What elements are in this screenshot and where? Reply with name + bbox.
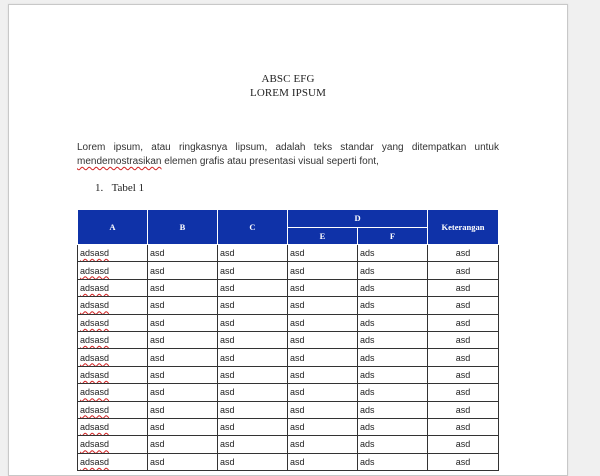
header-keterangan: Keterangan bbox=[428, 210, 499, 245]
cell-c[interactable]: asd bbox=[218, 279, 288, 296]
cell-b[interactable]: asd bbox=[148, 418, 218, 435]
cell-keterangan[interactable]: asd bbox=[428, 453, 499, 470]
table-row bbox=[78, 314, 499, 331]
cell-keterangan[interactable]: asd bbox=[428, 279, 499, 296]
cell-a[interactable]: adsasd bbox=[78, 245, 148, 262]
cell-c[interactable]: asd bbox=[218, 418, 288, 435]
cell-f[interactable]: ads bbox=[358, 366, 428, 383]
table-row bbox=[78, 279, 499, 296]
misspelled-word: mendemostrasikan bbox=[77, 156, 162, 167]
cell-f[interactable]: ads bbox=[358, 245, 428, 262]
cell-f[interactable]: ads bbox=[358, 314, 428, 331]
cell-a[interactable]: adsasd bbox=[78, 331, 148, 348]
cell-keterangan[interactable]: asd bbox=[428, 297, 499, 314]
cell-f[interactable]: ads bbox=[358, 331, 428, 348]
cell-keterangan[interactable]: asd bbox=[428, 331, 499, 348]
cell-a[interactable]: adsasd bbox=[78, 384, 148, 401]
data-table bbox=[77, 209, 499, 471]
header-a: A bbox=[78, 210, 148, 245]
paragraph-line-1: Lorem ipsum, atau ringkasnya lipsum, adalah teks standar yang ditempatkan untuk bbox=[77, 142, 499, 153]
cell-keterangan[interactable]: asd bbox=[428, 366, 499, 383]
cell-e[interactable]: asd bbox=[288, 418, 358, 435]
paragraph-line-2 bbox=[77, 155, 499, 169]
header-d: D bbox=[288, 210, 428, 228]
cell-f[interactable]: ads bbox=[358, 436, 428, 453]
cell-a[interactable]: adsasd bbox=[78, 314, 148, 331]
table-row bbox=[78, 366, 499, 383]
cell-c[interactable]: asd bbox=[218, 349, 288, 366]
cell-keterangan[interactable]: asd bbox=[428, 262, 499, 279]
cell-b[interactable]: asd bbox=[148, 314, 218, 331]
table-row bbox=[78, 436, 499, 453]
cell-f[interactable]: ads bbox=[358, 262, 428, 279]
cell-c[interactable]: asd bbox=[218, 297, 288, 314]
numbered-list-item bbox=[95, 182, 144, 194]
header-f: F bbox=[358, 227, 428, 245]
table-row bbox=[78, 297, 499, 314]
cell-e[interactable]: asd bbox=[288, 297, 358, 314]
cell-e[interactable]: asd bbox=[288, 279, 358, 296]
header-b: B bbox=[148, 210, 218, 245]
cell-f[interactable]: ads bbox=[358, 418, 428, 435]
cell-e[interactable]: asd bbox=[288, 314, 358, 331]
cell-f[interactable]: ads bbox=[358, 453, 428, 470]
cell-f[interactable]: ads bbox=[358, 297, 428, 314]
cell-keterangan[interactable]: asd bbox=[428, 245, 499, 262]
cell-b[interactable]: asd bbox=[148, 366, 218, 383]
cell-keterangan[interactable]: asd bbox=[428, 384, 499, 401]
document-page[interactable] bbox=[8, 4, 568, 476]
cell-e[interactable]: asd bbox=[288, 245, 358, 262]
table-row bbox=[78, 245, 499, 262]
cell-c[interactable]: asd bbox=[218, 331, 288, 348]
cell-c[interactable]: asd bbox=[218, 384, 288, 401]
cell-a[interactable]: adsasd bbox=[78, 297, 148, 314]
cell-e[interactable]: asd bbox=[288, 401, 358, 418]
cell-c[interactable]: asd bbox=[218, 366, 288, 383]
cell-keterangan[interactable]: asd bbox=[428, 401, 499, 418]
cell-b[interactable]: asd bbox=[148, 297, 218, 314]
cell-b[interactable]: asd bbox=[148, 331, 218, 348]
cell-keterangan[interactable]: asd bbox=[428, 436, 499, 453]
table-row bbox=[78, 384, 499, 401]
table-row bbox=[78, 349, 499, 366]
cell-c[interactable]: asd bbox=[218, 401, 288, 418]
table-row bbox=[78, 418, 499, 435]
cell-e[interactable]: asd bbox=[288, 349, 358, 366]
cell-b[interactable]: asd bbox=[148, 279, 218, 296]
cell-b[interactable]: asd bbox=[148, 453, 218, 470]
cell-f[interactable]: ads bbox=[358, 349, 428, 366]
document-title-line-2: LOREM IPSUM bbox=[250, 87, 326, 99]
cell-b[interactable]: asd bbox=[148, 349, 218, 366]
cell-e[interactable]: asd bbox=[288, 366, 358, 383]
cell-a[interactable]: adsasd bbox=[78, 262, 148, 279]
header-c: C bbox=[218, 210, 288, 245]
table-row bbox=[78, 453, 499, 470]
cell-a[interactable]: adsasd bbox=[78, 366, 148, 383]
cell-c[interactable]: asd bbox=[218, 245, 288, 262]
cell-a[interactable]: adsasd bbox=[78, 418, 148, 435]
cell-a[interactable]: adsasd bbox=[78, 349, 148, 366]
list-item-text: Tabel 1 bbox=[111, 182, 145, 194]
body-paragraph bbox=[77, 141, 499, 169]
cell-a[interactable]: adsasd bbox=[78, 453, 148, 470]
cell-e[interactable]: asd bbox=[288, 262, 358, 279]
cell-f[interactable]: ads bbox=[358, 279, 428, 296]
cell-b[interactable]: asd bbox=[148, 245, 218, 262]
cell-keterangan[interactable]: asd bbox=[428, 314, 499, 331]
cell-b[interactable]: asd bbox=[148, 384, 218, 401]
table-row bbox=[78, 262, 499, 279]
cell-a[interactable]: adsasd bbox=[78, 436, 148, 453]
table-row bbox=[78, 331, 499, 348]
cell-e[interactable]: asd bbox=[288, 436, 358, 453]
cell-c[interactable]: asd bbox=[218, 453, 288, 470]
cell-b[interactable]: asd bbox=[148, 262, 218, 279]
table-body bbox=[78, 245, 499, 471]
cell-e[interactable]: asd bbox=[288, 453, 358, 470]
header-e: E bbox=[288, 227, 358, 245]
cell-b[interactable]: asd bbox=[148, 436, 218, 453]
cell-f[interactable]: ads bbox=[358, 401, 428, 418]
cell-f[interactable]: ads bbox=[358, 384, 428, 401]
cell-c[interactable]: asd bbox=[218, 262, 288, 279]
table-row bbox=[78, 401, 499, 418]
cell-keterangan[interactable]: asd bbox=[428, 349, 499, 366]
cell-e[interactable]: asd bbox=[288, 331, 358, 348]
table-header bbox=[78, 210, 499, 245]
document-title-line-1: ABSC EFG bbox=[261, 73, 315, 85]
cell-c[interactable]: asd bbox=[218, 436, 288, 453]
cell-c[interactable]: asd bbox=[218, 314, 288, 331]
list-number: 1. bbox=[95, 182, 104, 194]
paragraph-line-2-text: elemen grafis atau presentasi visual seperti font, bbox=[161, 156, 379, 167]
cell-a[interactable]: adsasd bbox=[78, 401, 148, 418]
cell-b[interactable]: asd bbox=[148, 401, 218, 418]
cell-keterangan[interactable]: asd bbox=[428, 418, 499, 435]
cell-e[interactable]: asd bbox=[288, 384, 358, 401]
cell-a[interactable]: adsasd bbox=[78, 279, 148, 296]
